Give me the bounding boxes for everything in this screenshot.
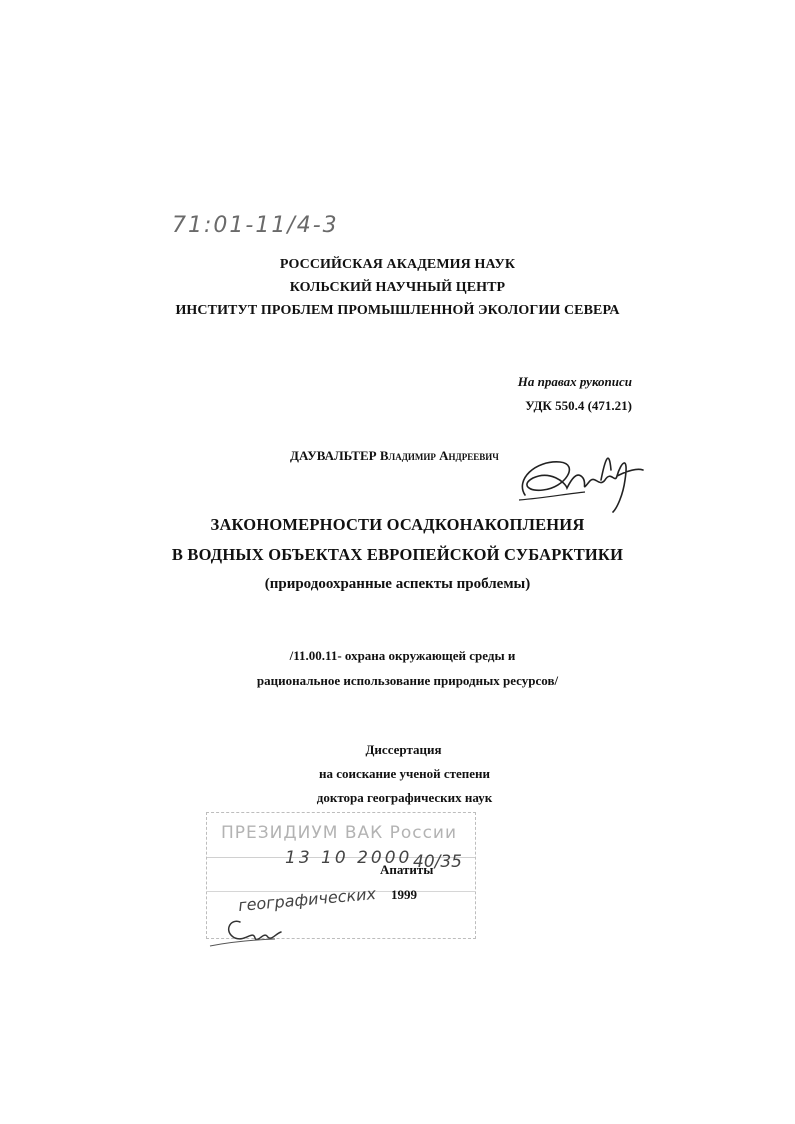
stamp-number: 40/35	[413, 852, 462, 872]
degree-field: доктора географических наук	[316, 790, 493, 805]
author-surname: ДАУВАЛЬТЕР	[290, 448, 377, 463]
thesis-title-line-1: ЗАКОНОМЕРНОСТИ ОСАДКОНАКОПЛЕНИЯ	[210, 515, 585, 534]
author-name	[290, 448, 499, 464]
specialty-line-1: /11.00.11- охрана окружающей среды и	[289, 648, 516, 663]
author-given-name: Владимир Андреевич	[379, 448, 499, 463]
rights-note: На правах рукописи	[517, 374, 632, 389]
stamp-header: ПРЕЗИДИУМ ВАК России	[221, 823, 458, 843]
thesis-subtitle: (природоохранные аспекты проблемы)	[264, 576, 531, 592]
thesis-title-line-2: В ВОДНЫХ ОБЪЕКТАХ ЕВРОПЕЙСКОЙ СУБАРКТИКИ	[171, 545, 624, 564]
stamp-date: 13 10 2000	[285, 848, 413, 868]
institution-center: КОЛЬСКИЙ НАУЧНЫЙ ЦЕНТР	[289, 280, 506, 295]
reviewer-initials	[205, 912, 300, 952]
institution-institute: ИНСТИТУТ ПРОБЛЕМ ПРОМЫШЛЕННОЙ ЭКОЛОГИИ СЕВЕРА	[175, 303, 620, 318]
city: Апатиты	[380, 862, 434, 877]
degree-type: Диссертация	[365, 742, 442, 757]
archive-code: 71:01-11/4-3	[172, 213, 339, 238]
year: 1999	[391, 887, 417, 902]
institution-academy: РОССИЙСКАЯ АКАДЕМИЯ НАУК	[279, 257, 516, 272]
degree-purpose: на соискание ученой степени	[318, 766, 491, 781]
udc-code: УДК 550.4 (471.21)	[525, 398, 632, 413]
author-signature	[505, 440, 650, 515]
specialty-line-2: рациональное использование природных ресурсов/	[256, 673, 559, 688]
stamp-field-word: географических	[237, 884, 377, 915]
